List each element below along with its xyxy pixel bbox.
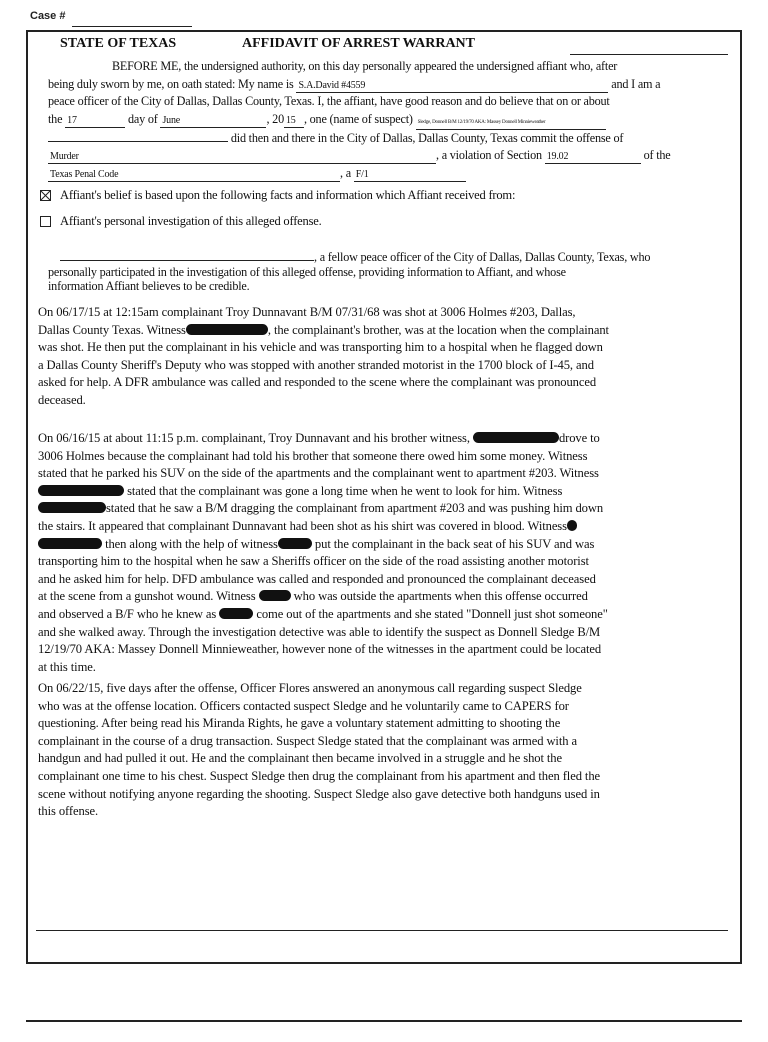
narrative-text: On 06/16/15 at about 11:15 p.m. complainant, Troy Dunnavant and his brother witness,	[38, 431, 470, 445]
form-line-5	[48, 130, 724, 148]
suspect-name-field[interactable]: Sledge, Donnell B/M 12/19/70 AKA: Massey Donnell Minnieweather	[416, 117, 606, 130]
narrative-line: at this time.	[38, 659, 96, 674]
narrative-line: 3006 Holmes because the complainant had told his brother that someone there owed him some money. Witness	[38, 448, 588, 463]
redaction-mark	[38, 485, 124, 496]
narrative-line: who was at the offense location. Officers contacted suspect Sledge and he voluntarily came to CAPERS for	[38, 698, 569, 713]
narrative-paragraph-1	[38, 304, 728, 410]
form-text: did then and there in the City of Dallas, Dallas County, Texas commit the offense of	[230, 130, 624, 145]
narrative-text: come out of the apartments and she stated "Donnell just shot someone"	[256, 606, 608, 621]
personal-investigation-option[interactable]	[40, 214, 322, 229]
narrative-text: drove to	[558, 431, 600, 445]
narrative-line: handgun and had pulled it out. He and the complainant then became involved in a struggle and he shot the	[38, 751, 562, 766]
belief-facts-option[interactable]	[40, 188, 515, 203]
form-text: being duly sworn by me, on oath stated: My name is	[48, 76, 294, 91]
narrative-text: then along with the help of witness	[105, 536, 278, 551]
month-field[interactable]: June	[160, 115, 266, 128]
narrative-line	[38, 588, 728, 606]
option-label: Affiant's personal investigation of this alleged offense.	[60, 214, 322, 228]
redaction-mark	[186, 324, 268, 335]
narrative-text: stated that the complainant was gone a long time when he went to look for him. Witness	[127, 483, 563, 498]
form-line-6	[48, 147, 724, 165]
form-text: , one (name of suspect)	[303, 111, 413, 126]
narrative-text: Dallas County Texas. Witness	[38, 322, 186, 337]
next-page-box	[26, 1020, 742, 1042]
checked-checkbox[interactable]	[40, 190, 51, 201]
redaction-mark	[567, 520, 577, 531]
case-number-label: Case #	[30, 10, 66, 22]
suspect-name-continued[interactable]	[48, 141, 228, 142]
redaction-mark	[38, 538, 102, 549]
form-text: , a violation of Section	[436, 148, 542, 163]
narrative-text: stated that he saw a B/M dragging the complainant from apartment #203 and was pushing him down	[106, 501, 604, 516]
redaction-mark	[278, 538, 312, 549]
form-text: , 20	[266, 111, 284, 126]
officer-line-2: personally participated in the investigation of this alleged offense, providing information to Affiant, and whose	[48, 264, 566, 279]
narrative-line: stated that he parked his SUV on the side of the apartments and the complainant went to apartment #203. Witness	[38, 466, 599, 481]
narrative-line: scene without notifying anyone regarding the shooting. Suspect Sledge also gave detective both handguns used in	[38, 786, 600, 801]
redaction-mark	[259, 590, 291, 601]
narrative-line	[38, 430, 728, 448]
form-line-3: peace officer of the City of Dallas, Dallas County, Texas. I, the affiant, have good reason and do believe that on or about	[48, 94, 610, 109]
form-line-1: BEFORE ME, the undersigned authority, on this day personally appeared the undersigned affiant who, after	[112, 59, 618, 73]
narrative-line: deceased.	[38, 392, 86, 407]
form-text: of the	[643, 148, 671, 163]
form-line-4	[48, 111, 724, 130]
narrative-paragraph-3	[38, 680, 728, 821]
code-field[interactable]: Texas Penal Code	[48, 169, 340, 182]
narrative-paragraph-2	[38, 430, 728, 676]
narrative-line	[38, 483, 728, 501]
form-text: day of	[128, 111, 158, 126]
narrative-line: and he asked him for help. DFD ambulance was called and responded and pronounced the complainant deceased	[38, 571, 596, 586]
narrative-line: 12/19/70 AKA: Massey Donnell Minnieweather, however none of the witnesses in the apartment could be located	[38, 642, 602, 657]
day-field[interactable]: 17	[65, 115, 125, 128]
narrative-line: asked for help. A DFR ambulance was called and responded to the scene where the complainant was pronounced	[38, 375, 597, 390]
form-line-2	[48, 76, 724, 94]
affiant-name-field[interactable]: S.A.David #4559	[296, 80, 608, 93]
redaction-mark	[219, 608, 253, 619]
form-text: the	[48, 111, 63, 126]
option-label: Affiant's belief is based upon the following facts and information which Affiant received from:	[60, 188, 516, 202]
narrative-line	[38, 518, 728, 536]
narrative-line: this offense.	[38, 804, 99, 819]
redaction-mark	[38, 502, 106, 513]
signature-rule	[36, 930, 728, 931]
narrative-text: at the scene from a gunshot wound. Witness	[38, 589, 256, 604]
narrative-line: transporting him to the hospital when he saw a Sheriffs officer on the side of the road assisting another motorist	[38, 554, 589, 569]
narrative-line: On 06/17/15 at 12:15am complainant Troy Dunnavant B/M 07/31/68 was shot at 3006 Holmes #203, Dallas,	[38, 305, 576, 319]
offense-field[interactable]: Murder	[48, 151, 436, 164]
narrative-line	[38, 606, 728, 624]
year-field[interactable]: 15	[284, 115, 304, 128]
document-title: AFFIDAVIT OF ARREST WARRANT	[242, 36, 475, 51]
officer-name-field[interactable]	[60, 260, 314, 261]
narrative-line: complainant one time to his chest. Suspect Sledge then drug the complainant from his apartment and then fled the	[38, 768, 601, 783]
form-text: , a	[340, 165, 351, 180]
narrative-line: and she walked away. Through the investigation detective was able to identify the suspect as Donnell Sledge B/M	[38, 624, 601, 639]
affidavit-form	[48, 58, 724, 183]
narrative-line: was shot. He then put the complainant in his vehicle and was transporting him to a hospital when he flagged down	[38, 340, 603, 355]
grade-field[interactable]: F/1	[354, 169, 466, 182]
form-line-7	[48, 165, 724, 183]
officer-line-1	[48, 250, 724, 265]
narrative-text: and observed a B/F who he knew as	[38, 606, 217, 621]
case-number-line	[72, 26, 192, 27]
narrative-line: On 06/22/15, five days after the offense, Officer Flores answered an anonymous call regarding suspect Sledge	[38, 681, 582, 695]
unchecked-checkbox[interactable]	[40, 216, 51, 227]
fellow-officer-section	[48, 250, 724, 294]
redaction-mark	[473, 432, 559, 443]
narrative-line	[38, 500, 728, 518]
header-rule	[570, 54, 728, 55]
narrative-line: questioning. After being read his Miranda Rights, he gave a voluntary statement admitting to shooting the	[38, 716, 561, 731]
narrative-line: a Dallas County Sheriff's Deputy who was stopped with another stranded motorist in the 1700 block of I-45, and	[38, 357, 594, 372]
narrative-text: the stairs. It appeared that complainant Dunnavant had been shot as his shirt was covered in blood. Witness	[38, 518, 567, 533]
state-heading: STATE OF TEXAS	[60, 36, 177, 51]
section-field[interactable]: 19.02	[545, 151, 641, 164]
narrative-line	[38, 322, 728, 340]
narrative-text: put the complainant in the back seat of his SUV and was	[314, 536, 595, 551]
officer-line-3: information Affiant believes to be credible.	[48, 279, 250, 293]
narrative-line	[38, 536, 728, 554]
narrative-text: , the complainant's brother, was at the location when the complainant	[267, 322, 609, 337]
form-text: and I am a	[611, 76, 661, 91]
form-text: , a fellow peace officer of the City of Dallas, Dallas County, Texas, who	[314, 250, 651, 264]
narrative-line: complainant in the course of a drug transaction. Suspect Sledge stated that the complainant was armed with a	[38, 733, 577, 748]
narrative-text: who was outside the apartments when this offense occurred	[293, 589, 588, 604]
